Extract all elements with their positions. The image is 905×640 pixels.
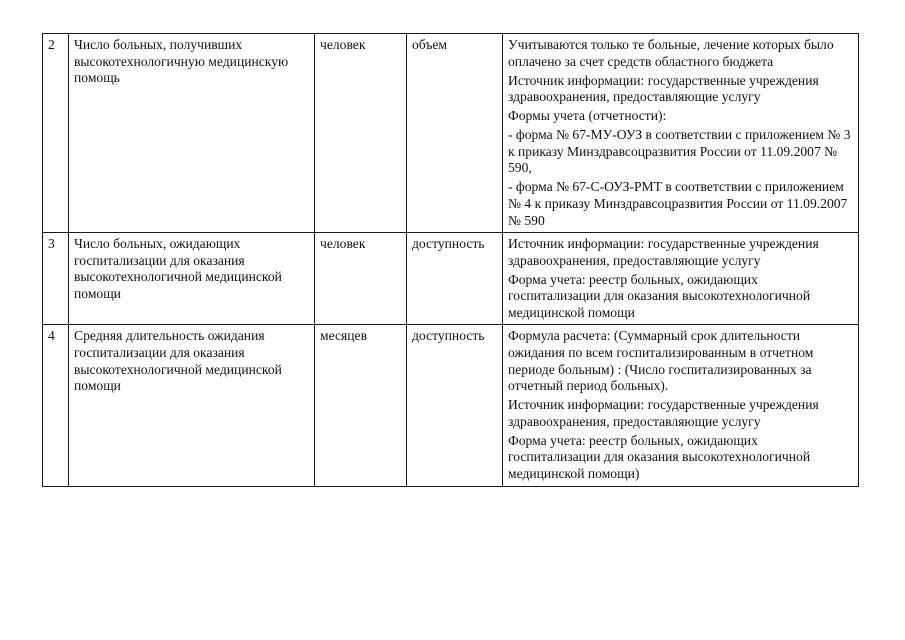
row-number: 3 [43,233,69,325]
row-number: 4 [43,325,69,486]
description-paragraph: Форма учета: реестр больных, ожидающих госпитализации для оказания высокотехнологичной медицинской помощи [508,271,811,320]
indicator-name: Число больных, получивших высокотехнологичную медицинскую помощь [69,34,315,233]
description-paragraph: Формула расчета: (Суммарный срок длительности ожидания по всем госпитализированным в отчетном периоде больным) : (Число госпитализированных за отчетный период больных). [508,328,814,394]
description-paragraph: Источник информации: государственные учреждения здравоохранения, предоставляющие услугу [508,236,819,268]
unit-of-measure: человек [315,34,407,233]
table-row [43,34,859,233]
description-paragraph: Форма учета: реестр больных, ожидающих госпитализации для оказания высокотехнологичной медицинской помощи) [508,432,811,481]
unit-of-measure: человек [315,233,407,325]
unit-of-measure: месяцев [315,325,407,486]
description-paragraph: Источник информации: государственные учреждения здравоохранения, предоставляющие услугу [508,72,819,105]
indicator-type: объем [407,34,503,233]
table-row [43,233,859,325]
indicator-description [503,34,859,233]
description-paragraph: - форма № 67-МУ-ОУЗ в соответствии с приложением № 3 к приказу Минздравсоцразвития России от 11.09.2007 № 590, [508,127,851,176]
indicator-type: доступность [407,233,503,325]
description-paragraph: - форма № 67-С-ОУЗ-РМТ в соответствии с приложением № 4 к приказу Минздравсоцразвития России от 11.09.2007 № 590 [508,179,848,228]
indicator-description [503,233,859,325]
description-paragraph: Учитываются только те больные, лечение которых было оплачено за счет средств областного бюджета [508,37,834,69]
indicator-type: доступность [407,325,503,486]
row-number: 2 [43,34,69,233]
indicator-description [503,325,859,486]
indicator-name: Средняя длительность ожидания госпитализации для оказания высокотехнологичной медицинской помощи [69,325,315,486]
indicators-table [42,33,859,487]
table-row [43,325,859,486]
description-paragraph: Источник информации: государственные учреждения здравоохранения, предоставляющие услугу [508,397,819,429]
description-paragraph: Формы учета (отчетности): [508,108,667,124]
indicator-name: Число больных, ожидающих госпитализации для оказания высокотехнологичной медицинской помощи [69,233,315,325]
